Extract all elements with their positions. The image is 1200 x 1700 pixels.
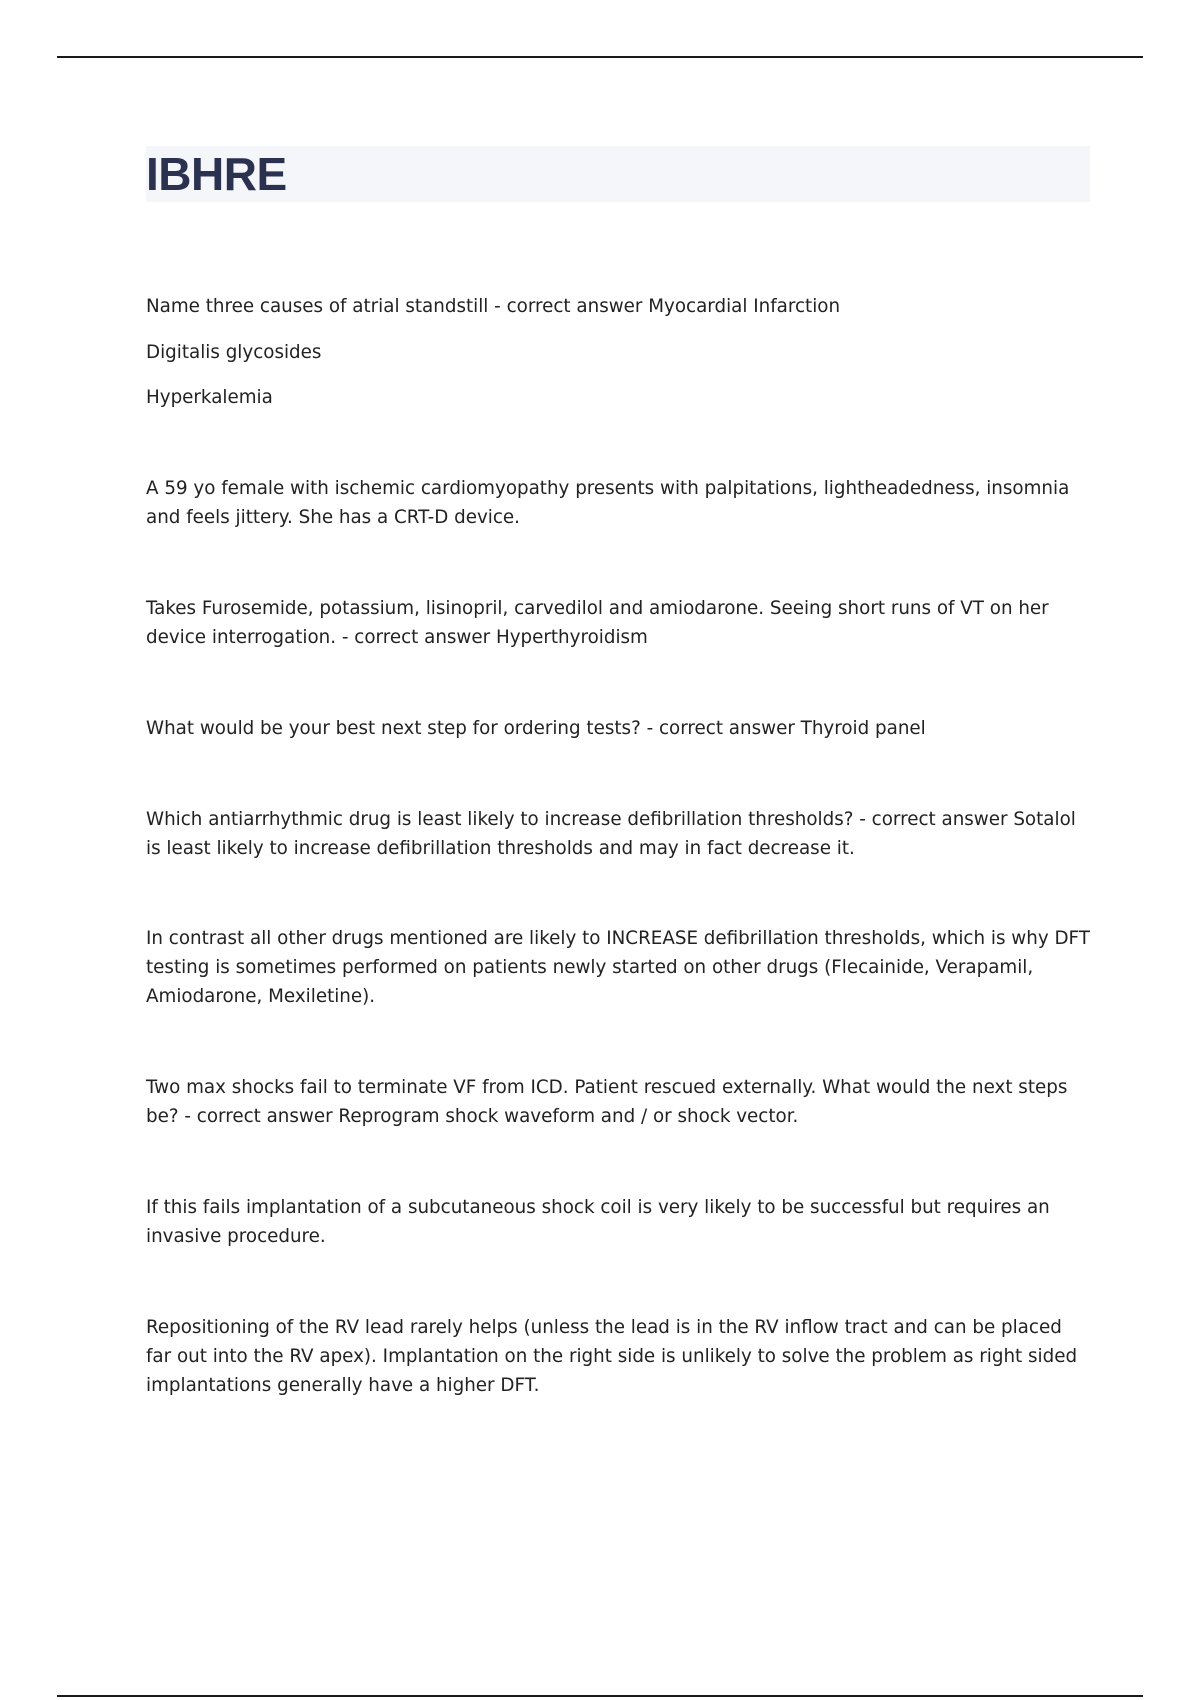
paragraph-other-drugs-dft: In contrast all other drugs mentioned are likely to INCREASE defibrillation thresholds, which is why DFT testing is sometimes performed on patients newly started on other drugs (Flecainide, Verapamil, Amiodarone, Mexiletine). bbox=[146, 928, 1090, 1007]
top-rule bbox=[57, 56, 1143, 58]
paragraph-max-shocks: Two max shocks fail to terminate VF from ICD. Patient rescued externally. What would the next steps be? - correct answer Reprogram shock waveform and / or shock vector. bbox=[146, 1077, 1068, 1127]
paragraph-antiarrhythmic-dft: Which antiarrhythmic drug is least likely to increase defibrillation thresholds? - correct answer Sotalol is least likely to increase defibrillation thresholds and may in fact decrease it. bbox=[146, 809, 1076, 859]
bottom-rule bbox=[57, 1695, 1143, 1697]
paragraph-medications: Takes Furosemide, potassium, lisinopril, carvedilol and amiodarone. Seeing short runs of VT on her device interrogation. - correct answer Hyperthyroidism bbox=[146, 598, 1049, 648]
paragraph-hyperkalemia: Hyperkalemia bbox=[146, 387, 273, 408]
paragraph-subcutaneous-coil: If this fails implantation of a subcutaneous shock coil is very likely to be successful but requires an invasive procedure. bbox=[146, 1197, 1050, 1247]
paragraph-next-step-tests: What would be your best next step for ordering tests? - correct answer Thyroid panel bbox=[146, 718, 926, 739]
paragraph-digitalis: Digitalis glycosides bbox=[146, 342, 322, 363]
paragraph-rv-lead-repositioning: Repositioning of the RV lead rarely helps (unless the lead is in the RV inflow tract and can be placed far out into the RV apex). Implantation on the right side is unlikely to solve the problem as right sided implantations generally have a higher DFT. bbox=[146, 1317, 1078, 1396]
paragraph-case-presentation: A 59 yo female with ischemic cardiomyopathy presents with palpitations, lightheadedness, insomnia and feels jittery. She has a CRT-D device. bbox=[146, 478, 1070, 528]
paragraph-atrial-standstill: Name three causes of atrial standstill - correct answer Myocardial Infarction bbox=[146, 296, 841, 317]
title-banner bbox=[146, 146, 1090, 202]
page-title: IBHRE bbox=[146, 148, 287, 200]
